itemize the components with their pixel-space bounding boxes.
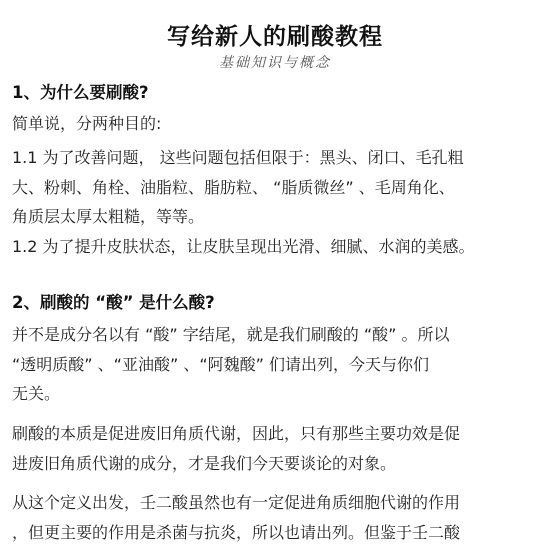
section-2-line: 并不是成分名以有 “酸” 字结尾，就是我们刷酸的 “酸” 。所以 (12, 325, 450, 344)
article-subtitle: 基础知识与概念 (219, 55, 331, 71)
section-1-line: 大、粉刺、角栓、油脂粒、脂肪粒、 “脂质微丝” 、毛周角化、 (12, 178, 455, 197)
section-1-line: 简单说，分两种目的: (12, 114, 162, 133)
section-2-line: “透明质酸” 、“亚油酸” 、“阿魏酸” 们请出列，今天与你们 (12, 355, 429, 374)
section-2-line: 进废旧角质代谢的成分，才是我们今天要谈论的对象。 (12, 454, 397, 473)
section-2-line: 无关。 (12, 384, 61, 403)
section-2-line: 刷酸的本质是促进废旧角质代谢，因此，只有那些主要功效是促 (12, 424, 461, 443)
section-2-line: ，但更主要的作用是杀菌与抗炎，所以也请出列。但鉴于壬二酸 (12, 523, 461, 542)
section-1-heading: 1、为什么要刷酸? (12, 83, 149, 102)
section-1-line: 1.1 为了改善问题， 这些问题包括但限于：黑头、闭口、毛孔粗 (12, 148, 464, 167)
article-title: 写给新人的刷酸教程 (167, 24, 383, 50)
section-1-line: 角质层太厚太粗糙，等等。 (12, 207, 205, 226)
section-1-line: 1.2 为了提升皮肤状态，让皮肤呈现出光滑、细腻、水润的美感。 (12, 237, 475, 256)
section-2-heading: 2、刷酸的 “酸” 是什么酸? (12, 293, 215, 312)
section-2-line: 从这个定义出发，壬二酸虽然也有一定促进角质细胞代谢的作用 (12, 493, 461, 512)
